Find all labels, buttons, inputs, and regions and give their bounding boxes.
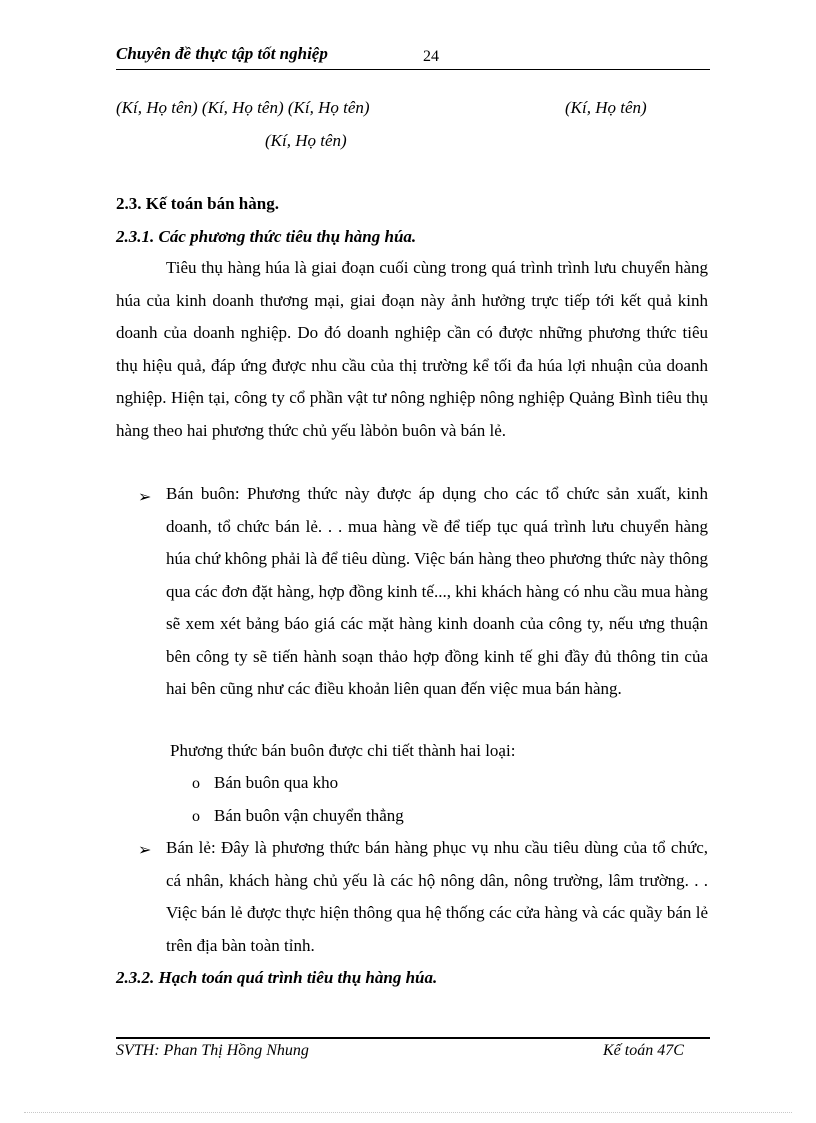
- bullet-retail: Bán lẻ: Đây là phương thức bán hàng phục vụ nhu cầu tiêu dùng của tổ chức, cá nhân, khách hàng chủ yếu là các hộ nông dân, nông trường, lâm trường. . . Việc bán lẻ được thực hiện thông qua hệ thống các cửa hàng và các quầy bán lẻ trên địa bàn toàn tỉnh.: [166, 838, 708, 955]
- page-edge-dotted-line: [24, 1112, 792, 1113]
- sub-bullet-circle-icon: o: [192, 808, 200, 825]
- subsection-heading-1: 2.3.1. Các phương thức tiêu thụ hàng húa.: [116, 227, 417, 246]
- bullet-arrow-icon: ➢: [138, 489, 152, 506]
- signature-line-right: (Kí, Họ tên): [565, 98, 647, 117]
- footer-rule: [116, 1037, 710, 1039]
- intro-paragraph: Tiêu thụ hàng húa là giai đoạn cuối cùng trong quá trình trình lưu chuyển hàng húa của kinh doanh thương mại, giai đoạn này ảnh hưởng trực tiếp tới kết quả kinh doanh của doanh nghiệp. Do đó doanh nghiệp cần có được những phương thức tiêu thụ hiệu quả, đáp ứng được nhu cầu của thị trường kể tối đa húa lợi nhuận của doanh nghiệp. Hiện tại, công ty cổ phần vật tư nông nghiệp nông nghiệp Quảng Bình tiêu thụ hàng theo hai phương thức chủ yếu làbỏn buôn và bán lẻ.: [116, 258, 708, 440]
- subsection-heading-2: 2.3.2. Hạch toán quá trình tiêu thụ hàng húa.: [116, 968, 438, 987]
- bullet-wholesale: Bán buôn: Phương thức này được áp dụng cho các tổ chức sản xuất, kinh doanh, tổ chức bán lẻ. . . mua hàng về để tiếp tục quá trình lưu chuyển hàng húa chứ không phải là để tiêu dùng. Việc bán hàng theo phương thức này thông qua các đơn đặt hàng, hợp đồng kinh tế..., khi khách hàng có nhu cầu mua hàng sẽ xem xét bảng báo giá các mặt hàng kinh doanh của công ty, nếu ưng thuận bên công ty sẽ tiến hành soạn thảo hợp đồng kinh tế ghi đầy đủ thông tin của hai bên cũng như các điều khoản liên quan đến việc mua bán hàng.: [166, 484, 708, 698]
- signature-line-second: (Kí, Họ tên): [265, 131, 347, 150]
- wholesale-note: Phương thức bán buôn được chi tiết thành hai loại:: [170, 741, 516, 760]
- header-title: Chuyên đề thực tập tốt nghiệp: [116, 44, 328, 63]
- footer-student: SVTH: Phan Thị Hồng Nhung: [116, 1042, 309, 1059]
- sub-bullet-circle-icon: o: [192, 775, 200, 792]
- header-rule: [116, 69, 710, 70]
- signature-line-left: (Kí, Họ tên) (Kí, Họ tên) (Kí, Họ tên): [116, 98, 370, 117]
- bullet-arrow-icon: ➢: [138, 842, 152, 859]
- footer-class: Kế toán 47C: [603, 1042, 684, 1059]
- section-heading: 2.3. Kế toán bán hàng.: [116, 194, 279, 213]
- sub-item-warehouse: Bán buôn qua kho: [214, 773, 339, 792]
- page-number: 24: [423, 48, 439, 65]
- sub-item-direct-shipping: Bán buôn vận chuyển thẳng: [214, 806, 404, 825]
